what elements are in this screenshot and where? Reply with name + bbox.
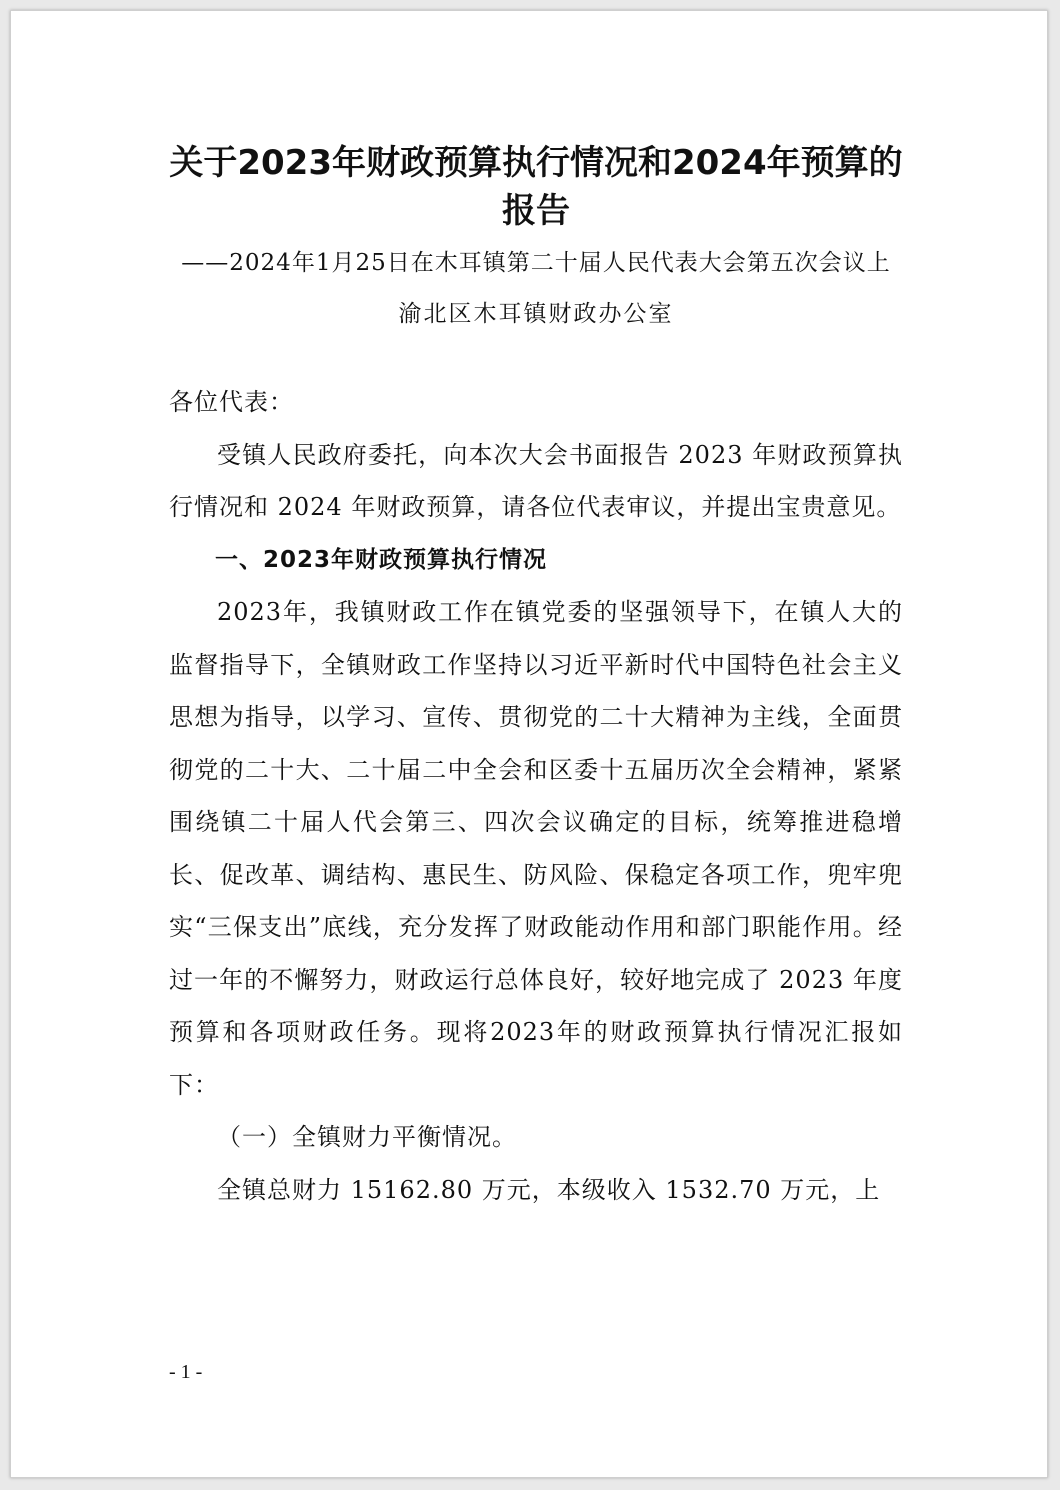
section-heading-1: 一、2023年财政预算执行情况 [215,546,548,573]
report-body [169,376,903,1216]
page-number: - 1 - [169,1361,203,1383]
document-content [169,139,903,1216]
salutation: 各位代表： [169,388,294,416]
subsection-1-paragraph: 全镇总财力 15162.80 万元，本级收入 1532.70 万元，上 [217,1175,881,1204]
report-subtitle: ——2024年1月25日在木耳镇第二十届人民代表大会第五次会议上 [181,250,891,276]
document-page [10,10,1048,1478]
section-1-paragraph: 2023年，我镇财政工作在镇党委的坚强领导下，在镇人大的监督指导下，全镇财政工作坚持以习近平新时代中国特色社会主义思想为指导，以学习、宣传、贯彻党的二十大精神为主线，全面贯彻党的二十大、二十届二中全会和区委十五届历次全会精神，紧紧围绕镇二十届人代会第三、四次会议确定的目标，统筹推进稳增长、促改革、调结构、惠民生、防风险、保稳定各项工作，兜牢兜实“三保支出”底线，充分发挥了财政能动作用和部门职能作用。经过一年的不懈努力，财政运行总体良好，较好地完成了 2023 年度预算和各项财政任务。现将2023年的财政预算执行情况汇报如下： [169,598,903,1099]
subsection-heading-1: （一）全镇财力平衡情况。 [217,1123,517,1151]
report-title: 关于2023年财政预算执行情况和2024年预算的报告 [169,143,903,231]
issuing-office: 渝北区木耳镇财政办公室 [398,301,674,327]
intro-paragraph: 受镇人民政府委托，向本次大会书面报告 2023 年财政预算执行情况和 2024 年财政预算，请各位代表审议，并提出宝贵意见。 [169,440,903,521]
